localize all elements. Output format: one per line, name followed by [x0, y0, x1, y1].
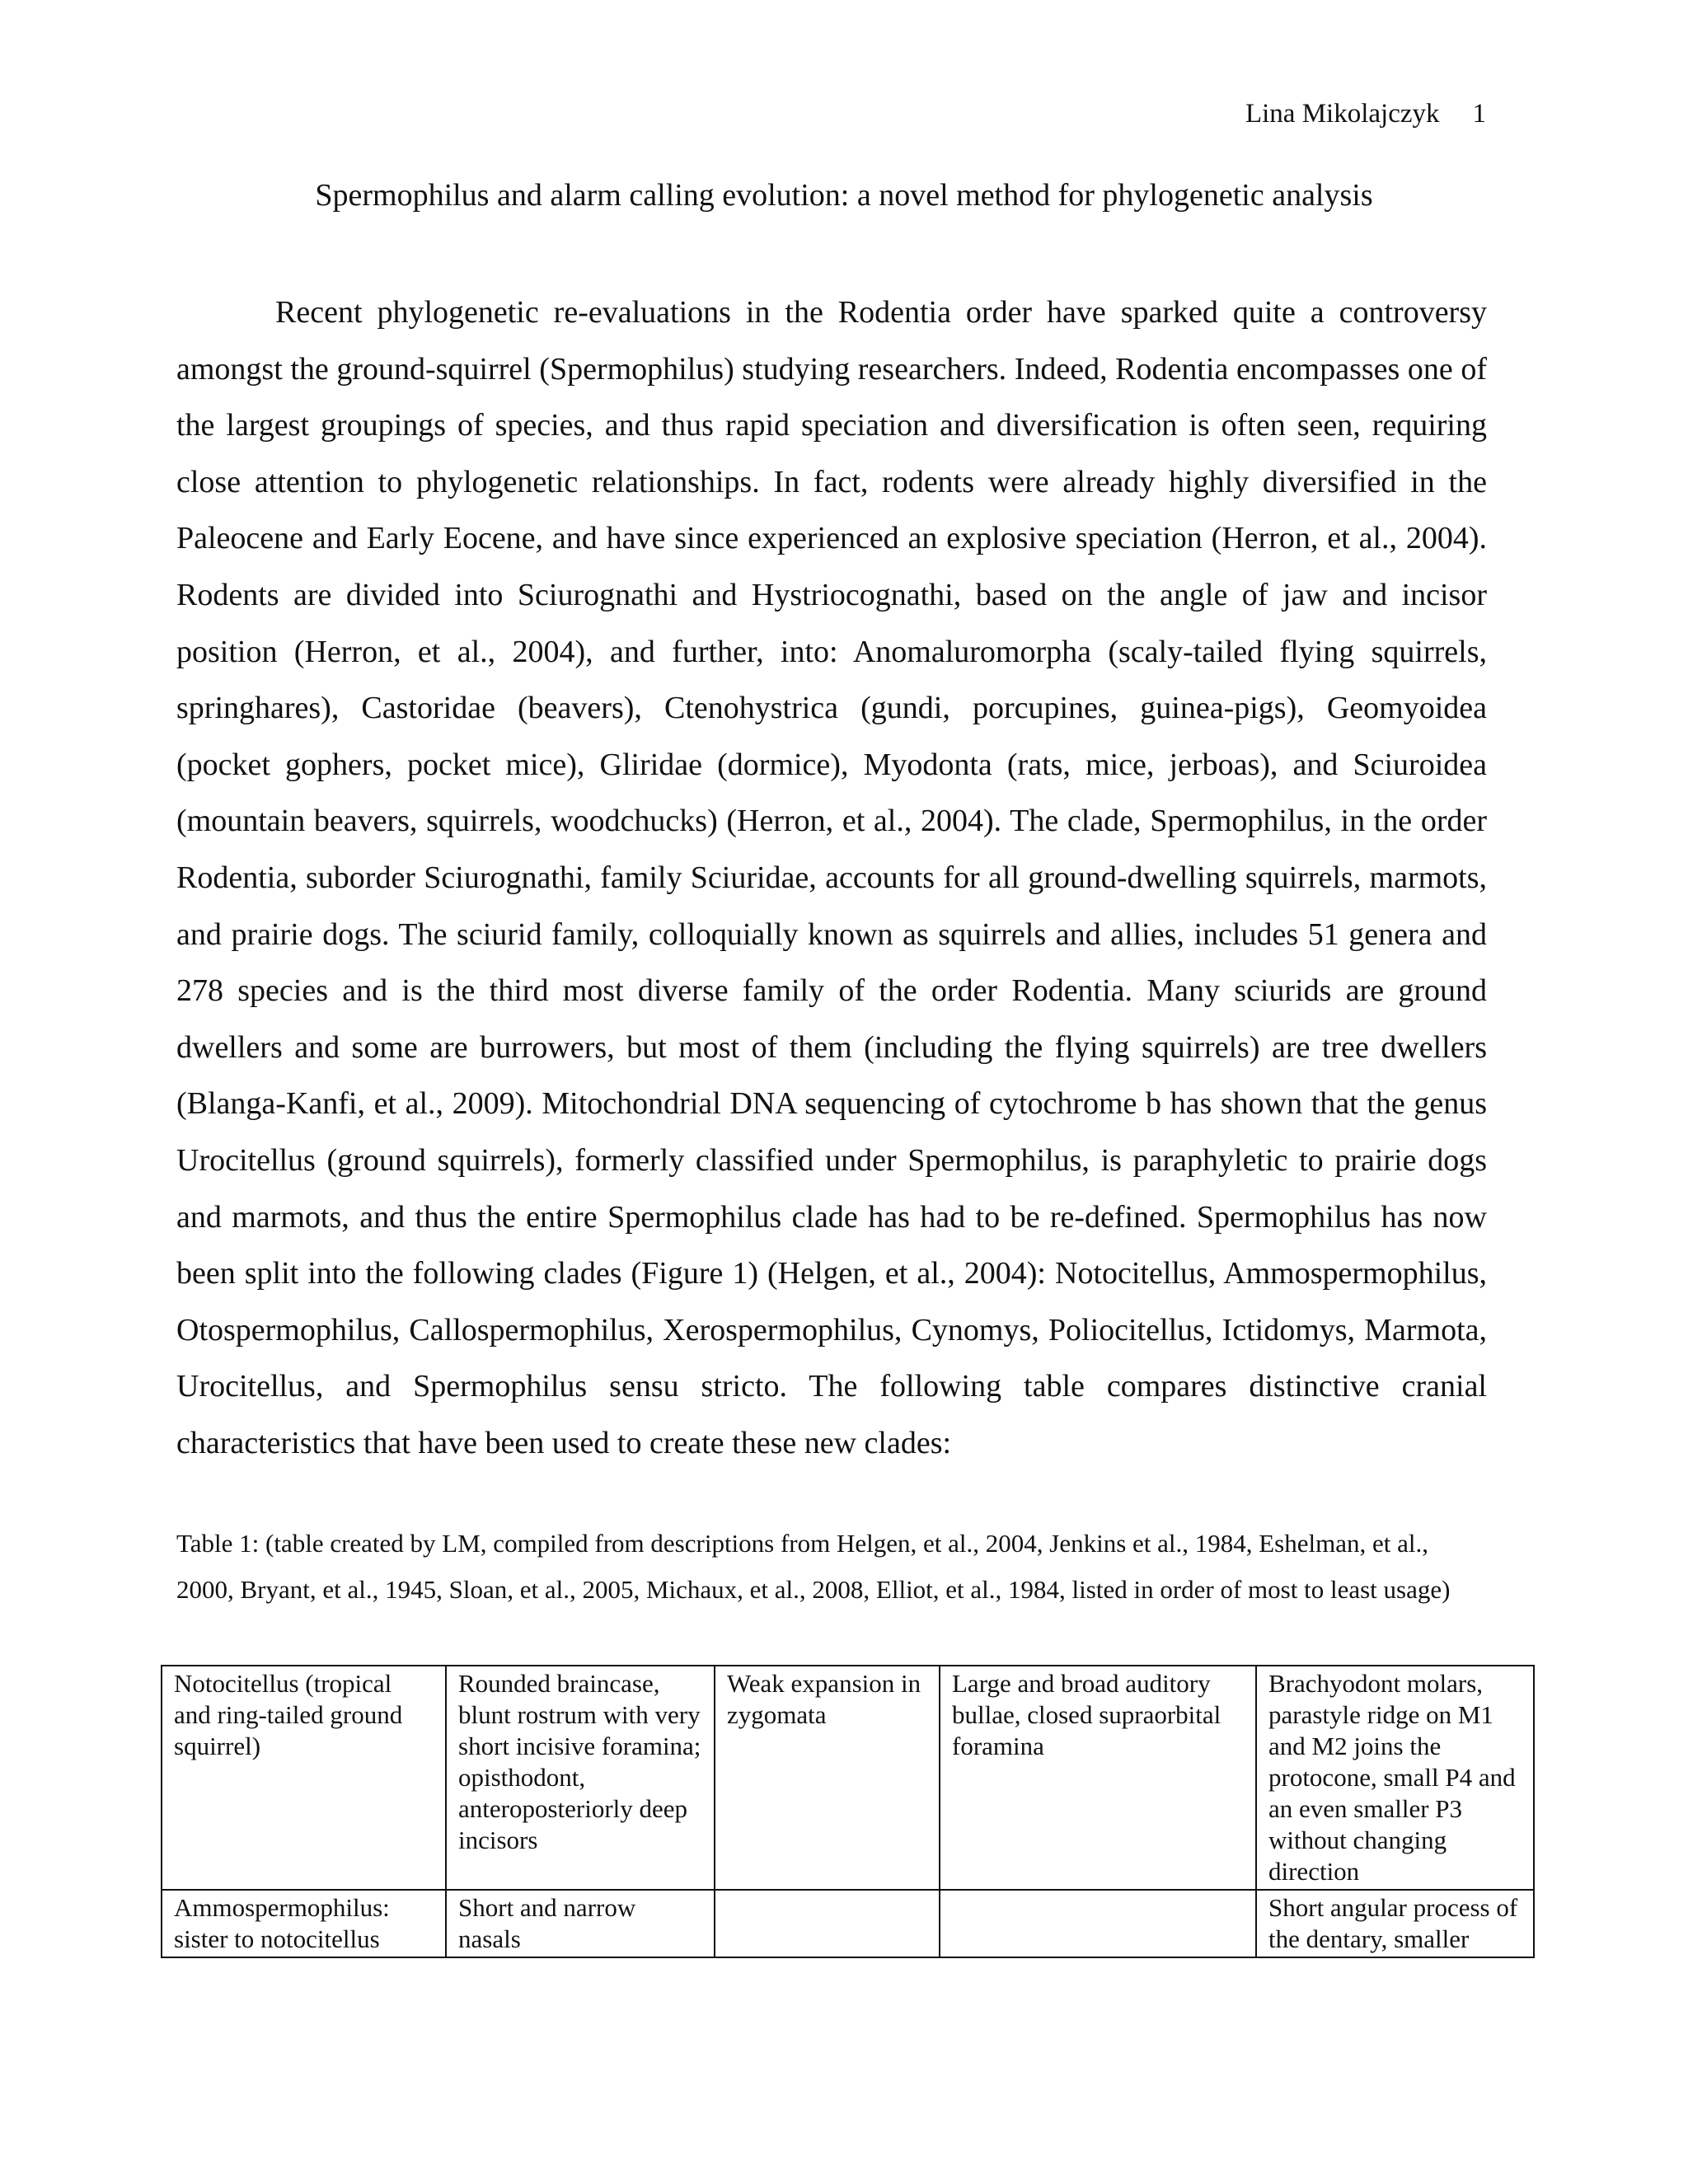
- paper-title: Spermophilus and alarm calling evolution: a novel method for phylogenetic analysis: [315, 178, 1373, 213]
- header-author: Lina Mikolajczyk: [1245, 99, 1440, 129]
- table-cell: [940, 1890, 1256, 1957]
- table-cell: Rounded braincase, blunt rostrum with very short incisive foramina; opisthodont, anteroposteriorly deep incisors: [446, 1666, 715, 1890]
- body-paragraph: Recent phylogenetic re-evaluations in the Rodentia order have sparked quite a controversy amongst the ground-squirrel (Spermophilus) studying researchers. Indeed, Rodentia encompasses one of the largest groupings of species, and thus rapid speciation and diversification is often seen, requiring close attention to phylogenetic relationships. In fact, rodents were already highly diversified in the Paleocene and Early Eocene, and have since experienced an explosive speciation (Herron, et al., 2004). Rodents are divided into Sciurognathi and Hystriocognathi, based on the angle of jaw and incisor position (Herron, et al., 2004), and further, into: Anomaluromorpha (scaly-tailed flying squirrels, springhares), Castoridae (beavers), Ctenohystrica (gundi, porcupines, guinea-pigs), Geomyoidea (pocket gophers, pocket mice), Gliridae (dormice), Myodonta (rats, mice, jerboas), and Sciuroidea (mountain beavers, squirrels, woodchucks) (Herron, et al., 2004). The clade, Spermophilus, in the order Rodentia, suborder Sciurognathi, family Sciuridae, accounts for all ground-dwelling squirrels, marmots, and prairie dogs. The sciurid family, colloquially known as squirrels and allies, includes 51 genera and 278 species and is the third most diverse family of the order Rodentia. Many sciurids are ground dwellers and some are burrowers, but most of them (including the flying squirrels) are tree dwellers (Blanga-Kanfi, et al., 2009). Mitochondrial DNA sequencing of cytochrome b has shown that the genus Urocitellus (ground squirrels), formerly classified under Spermophilus, is paraphyletic to prairie dogs and marmots, and thus the entire Spermophilus clade has had to be re-defined. Spermophilus has now been split into the following clades (Figure 1) (Helgen, et al., 2004): Notocitellus, Ammospermophilus, Otospermophilus, Callospermophilus, Xerospermophilus, Cynomys, Poliocitellus, Ictidomys, Marmota, Urocitellus, and Spermophilus sensu stricto. The following table compares distinctive cranial characteristics that have been used to create these new clades:: [176, 295, 1487, 1460]
- table-cell: [715, 1890, 940, 1957]
- cranial-characteristics-table: [161, 1665, 1535, 1958]
- page-number: 1: [1472, 99, 1486, 129]
- table-cell: Weak expansion in zygomata: [715, 1666, 940, 1890]
- table-cell: Large and broad auditory bullae, closed supraorbital foramina: [940, 1666, 1256, 1890]
- table-cell: Brachyodont molars, parastyle ridge on M1 and M2 joins the protocone, small P4 and an even smaller P3 without changing direction: [1256, 1666, 1534, 1890]
- table-row: [162, 1890, 1534, 1957]
- table-row: [162, 1666, 1534, 1890]
- running-header: [1245, 97, 1486, 130]
- table-cell: Ammospermophilus: sister to notocitellus: [162, 1890, 446, 1957]
- table-cell: Short and narrow nasals: [446, 1890, 715, 1957]
- table-cell: Notocitellus (tropical and ring-tailed ground squirrel): [162, 1666, 446, 1890]
- table-caption: Table 1: (table created by LM, compiled from descriptions from Helgen, et al., 2004, Jenkins et al., 1984, Eshelman, et al., 2000, Bryant, et al., 1945, Sloan, et al., 2005, Michaux, et al., 2008, Elliot, et al., 1984, listed in order of most to least usage): [176, 1529, 1451, 1604]
- table-cell: Short angular process of the dentary, smaller: [1256, 1890, 1534, 1957]
